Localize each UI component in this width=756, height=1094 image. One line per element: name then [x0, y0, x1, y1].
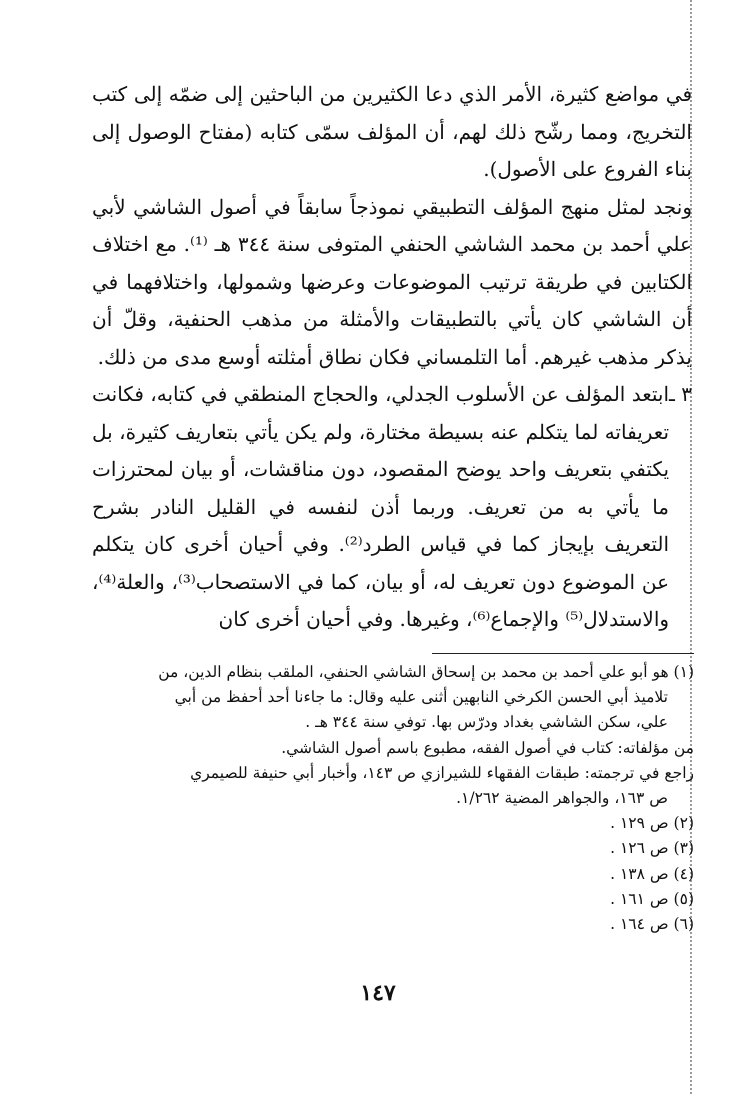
numbered-item-3	[92, 376, 692, 639]
footnote-line: (٢) ص ١٢٩ .	[610, 814, 694, 833]
footnote-line: تلاميذ أبي الحسن الكرخي النابهين أثنى عليه وقال: ما جاءنا أحد أحفظ من أبي	[174, 688, 668, 707]
body-text	[92, 76, 692, 639]
footnotes	[84, 660, 694, 937]
paragraph-1: في مواضع كثيرة، الأمر الذي دعا الكثيرين من الباحثين إلى ضمّه إلى كتب التخريج، ومما رشّح ذلك لهم، أن المؤلف سمّى كتابه (مفتاح الوصول إلى بناء الفروع على الأصول).	[92, 82, 692, 181]
footnote-line: من مؤلفاته: كتاب في أصول الفقه، مطبوع باسم أصول الشاشي.	[281, 738, 694, 757]
paragraph-2: ونجد لمثل منهج المؤلف التطبيقي نموذجاً سابقاً في أصول الشاشي لأبي علي أحمد بن محمد الشاشي الحنفي المتوفى سنة ٣٤٤ هـ ⁽¹⁾. مع اختلاف الكتابين في طريقة ترتيب الموضوعات وعرضها وشمولها، واختلافهما في أن الشاشي كان يأتي بالتطبيقات والأمثلة من مذهب الحنفية، وقلّ أن يذكر مذهب غيرهم. أما التلمساني فكان نطاق أمثلته أوسع مدى من ذلك.	[92, 194, 692, 369]
footnote-line: (١) هو أبو علي أحمد بن محمد بن إسحاق الشاشي الحنفي، الملقب بنظام الدين، من	[158, 663, 694, 681]
footnote-line: (٥) ص ١٦١ .	[610, 889, 694, 908]
item-text: ابتعد المؤلف عن الأسلوب الجدلي، والحجاج المنطقي في كتابه، فكانت تعريفاته لما يتكلم عنه بسيطة مختارة، ولم يكن يأتي بتعاريف كثيرة، بل يكتفي بتعريف واحد يوضح المقصود، دون مناقشات، أو بيان لمحترزات ما يأتي به من تعريف. وربما أذن لنفسه في القليل النادر بشرح التعريف بإيجاز كما في قياس الطرد⁽²⁾. وفي أحيان أخرى كان يتكلم عن الموضوع دون تعريف له، أو بيان، كما في الاستصحاب⁽³⁾، والعلة⁽⁴⁾، والاستدلال⁽⁵⁾ والإجماع⁽⁶⁾، وغيرها. وفي أحيان أخرى كان	[92, 382, 670, 631]
footnote-line: (٣) ص ١٢٦ .	[610, 839, 694, 858]
footnote-separator	[432, 653, 694, 654]
footnote-line: راجع في ترجمته: طبقات الفقهاء للشيرازي ص ١٤٣، وأخبار أبي حنيفة للصيمري	[190, 763, 694, 782]
footnote-line: علي، سكن الشاشي بغداد ودرّس بها. توفي سنة ٣٤٤ هـ .	[305, 713, 668, 732]
footnote-line: (٤) ص ١٣٨ .	[610, 864, 694, 883]
page-number: ١٤٧	[360, 980, 396, 1006]
item-number: ٣ ـ	[669, 382, 692, 406]
footnote-line: (٦) ص ١٦٤ .	[610, 915, 694, 934]
footnote-line: ص ١٦٣، والجواهر المضية ١/٢٦٢.	[456, 789, 668, 808]
